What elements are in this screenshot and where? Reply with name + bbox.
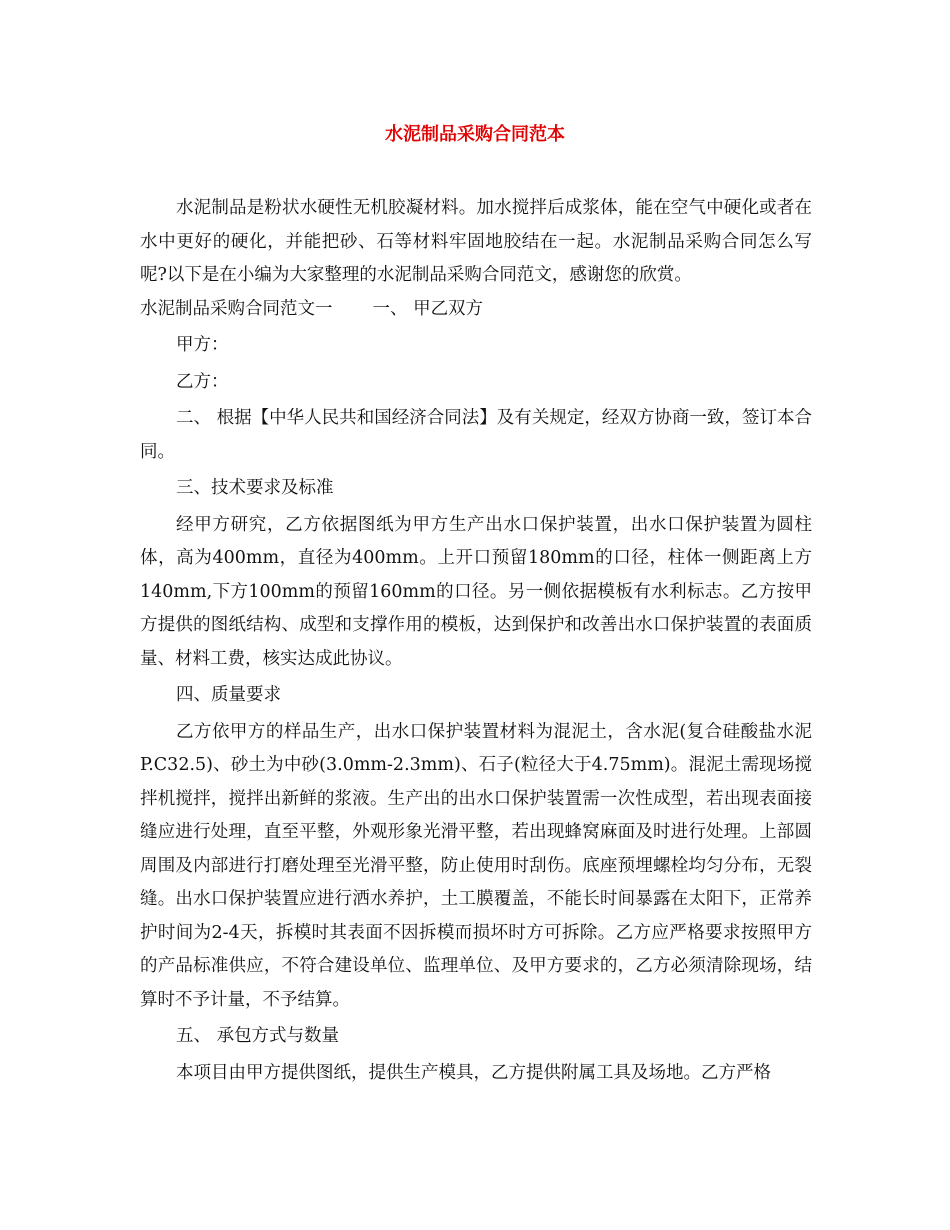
section3-paragraph: 经甲方研究，乙方依据图纸为甲方生产出水口保护装置，出水口保护装置为圆柱体，高为400mm，直径为400mm。上开口预留180mm的口径，柱体一侧距离上方140mm,下方100mm的预留160mm的口径。另一侧依据模板有水利标志。乙方按甲方提供的图纸结构、成型和支撑作用的模板，达到保护和改善出水口保护装置的表面质量、材料工费，核实达成此协议。: [140, 514, 812, 669]
section4-paragraph: 乙方依甲方的样品生产，出水口保护装置材料为混泥土，含水泥(复合硅酸盐水泥P.C32.5)、砂土为中砂(3.0mm-2.3mm)、石子(粒径大于4.75mm)。混泥土需现场搅拌机搅拌，搅拌出新鲜的浆液。生产出的出水口保护装置需一次性成型，若出现表面接缝应进行处理，直至平整，外观形象光滑平整，若出现蜂窝麻面及时进行处理。上部圆周围及内部进行打磨处理至光滑平整，防止使用时刮伤。底座预埋螺栓均匀分布，无裂缝。出水口保护装置应进行洒水养护，土工膜覆盖，不能长时间暴露在太阳下，正常养护时间为2-4天，拆模时其表面不因拆模而损坏时方可拆除。乙方应严格要求按照甲方的产品标准供应，不符合建设单位、监理单位、及甲方要求的，乙方必须清除现场，结算时不予计量，不予结算。: [140, 721, 812, 1010]
section5-heading: 五、 承包方式与数量: [176, 1026, 340, 1046]
section3-heading: 三、技术要求及标准: [176, 478, 334, 498]
section1-heading: 一、 甲乙双方: [372, 298, 484, 319]
section4-heading: 四、质量要求: [176, 685, 281, 705]
section2-paragraph: 二、 根据【中华人民共和国经济合同法】及有关规定，经双方协商一致，签订本合同。: [140, 408, 812, 462]
intro-paragraph: 水泥制品是粉状水硬性无机胶凝材料。加水搅拌后成浆体，能在空气中硬化或者在水中更好的硬化，并能把砂、石等材料牢固地胶结在一起。水泥制品采购合同怎么写呢?以下是在小编为大家整理的水泥制品采购合同范文，感谢您的欣赏。: [140, 198, 812, 285]
party-a-label: 甲方：: [176, 335, 229, 355]
document-body: [140, 192, 812, 1090]
sample-heading-line: [140, 293, 812, 327]
section5-paragraph: 本项目由甲方提供图纸，提供生产模具，乙方提供附属工具及场地。乙方严格: [176, 1062, 771, 1083]
sample-heading: 水泥制品采购合同范文一: [140, 298, 333, 319]
document-title: 水泥制品采购合同范本: [385, 124, 565, 145]
party-b-label: 乙方：: [176, 371, 229, 392]
